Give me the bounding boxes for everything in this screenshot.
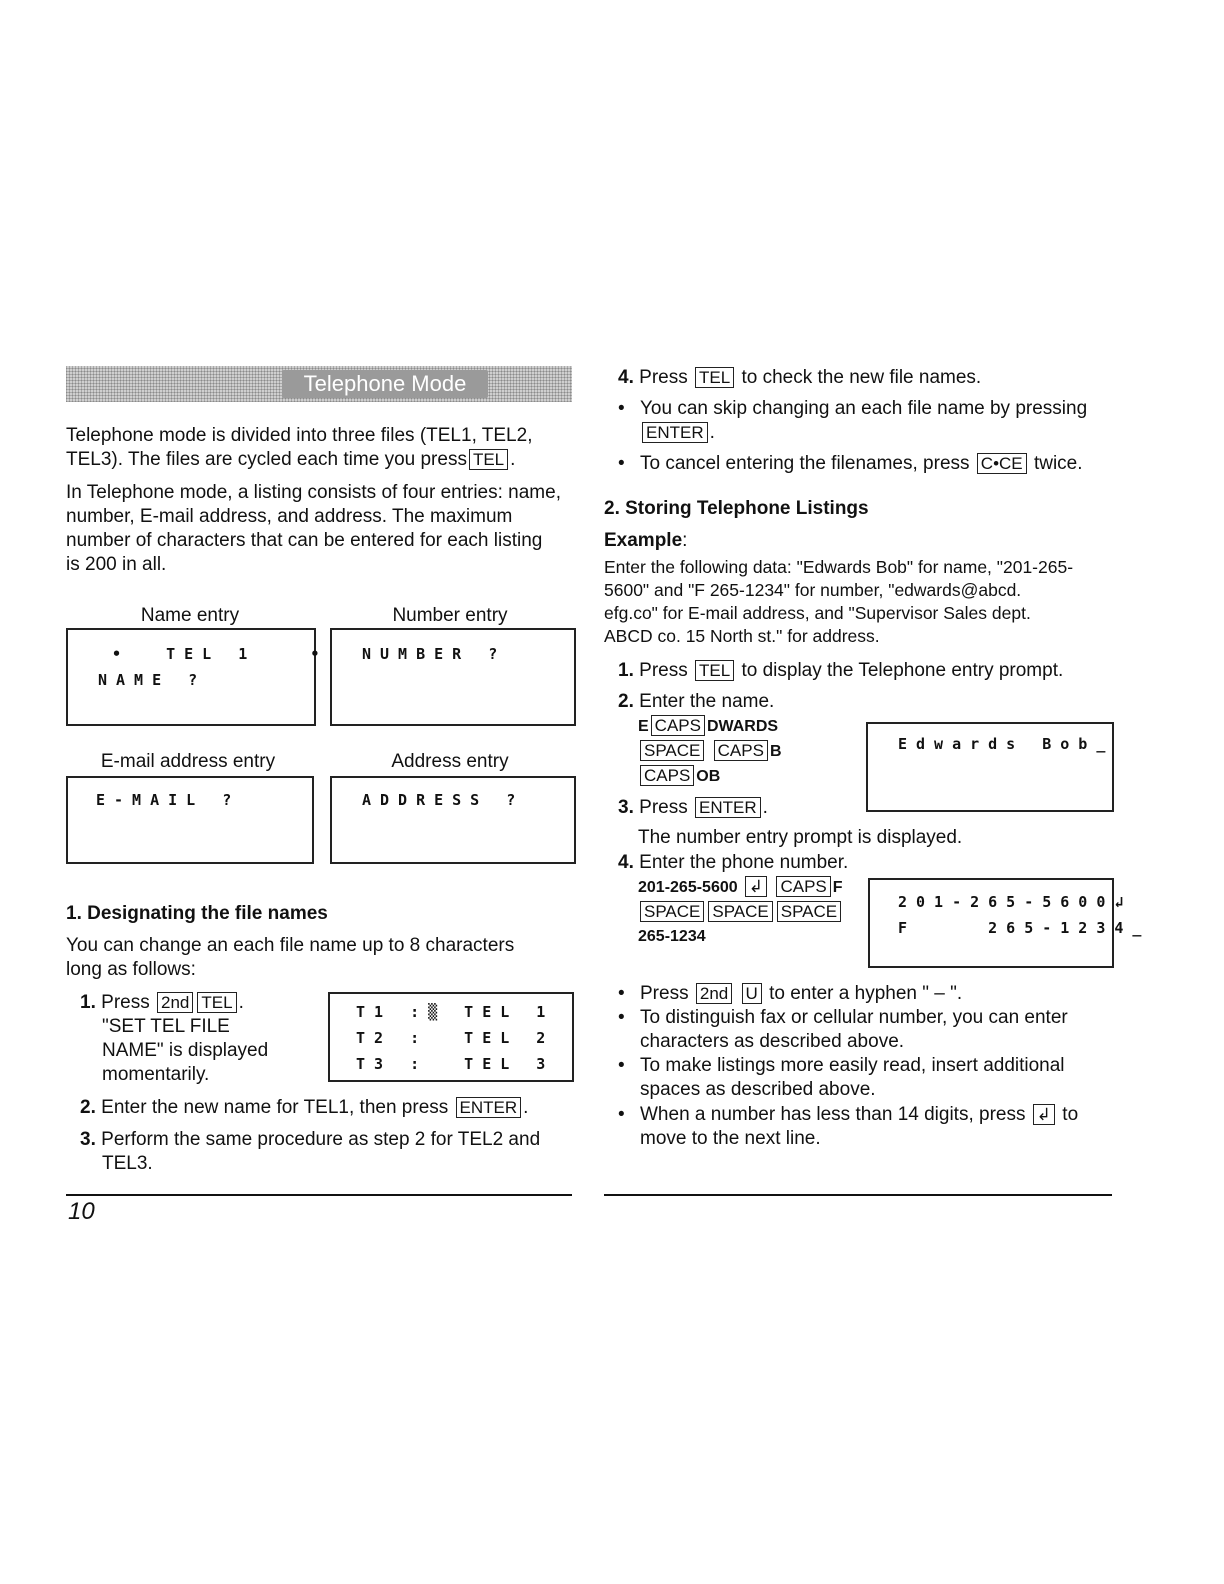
intro-line: number, E-mail address, and address. The maximum [66,506,513,527]
example-line: efg.co" for E-mail address, and "Supervisor Sales dept. [604,603,1031,623]
right-step-4 [618,366,1118,390]
bullet-text: To cancel entering the filenames, press [640,453,970,474]
email-entry-caption: E-mail address entry [100,751,276,772]
example-label [604,529,687,553]
step-number: 3. [618,797,634,818]
email-entry-display [66,776,314,864]
example-line: ABCD co. 15 North st." for address. [604,626,880,646]
step-text: . [523,1097,529,1118]
keystroke-text: 201-265-5600 [638,879,738,896]
intro-text: TEL3). The files are cycled each time you press [66,449,467,470]
tel-key: TEL [469,449,508,470]
bullet-line [640,1103,1120,1127]
step-line [618,714,858,739]
tel-key: TEL [695,367,734,388]
step-text: to display the Telephone entry prompt. [741,660,1064,681]
bullet-text: Press [640,983,689,1004]
section-2-heading: 2. Storing Telephone Listings [604,498,869,519]
bullet-text: twice. [1033,453,1083,474]
section-1-heading: 1. Designating the file names [66,903,328,924]
step-line [618,851,868,875]
file-names-display [328,992,574,1082]
step-text: Press [639,660,688,681]
enter-key: ENTER [695,797,761,818]
step-line: momentarily. [102,1064,210,1085]
step-line [618,739,858,764]
intro-line: Telephone mode is divided into three files (TEL1, TEL2, [66,425,533,446]
lcd-line: T1 :▒ TEL 1 [356,1003,555,1021]
step-line [618,796,1118,820]
u-key: U [742,983,762,1004]
phone-example-display [868,878,1151,968]
step-text: Enter the new name for TEL1, then press [101,1097,449,1118]
lcd-line: • TEL 1 • [112,645,329,663]
intro-line [66,448,576,472]
example-step-1 [618,659,1118,683]
name-entry-display [66,628,329,726]
step-number: 3. [80,1129,96,1150]
section-1-intro [66,934,576,982]
name-entry-caption: Name entry [140,605,240,626]
intro-paragraph-2 [66,481,576,577]
tel-key: TEL [197,992,236,1013]
caps-key: CAPS [640,765,694,786]
address-entry-display [330,776,576,864]
step-text: . [762,797,768,818]
lcd-line: T3 : TEL 3 [356,1055,555,1073]
intro-line: In Telephone mode, a listing consists of four entries: name, [66,482,561,503]
intro-paragraph-1 [66,424,576,472]
lcd-line: Edwards Bob_ [898,735,1115,753]
space-key: SPACE [708,901,772,922]
second-key: 2nd [696,983,732,1004]
example-line: Enter the following data: "Edwards Bob" for name, "201-265- [604,557,1074,577]
intro-line: You can change an each file name up to 8 characters [66,935,515,956]
space-key: SPACE [640,901,704,922]
right-bullet-skip [640,397,1120,445]
bullet-line: characters as described above. [640,1031,905,1052]
bullet-text: to enter a hyphen " – ". [769,983,963,1004]
example-paragraph [604,556,1124,648]
step-text: to check the new file names. [741,367,982,388]
example-label-text: Example [604,530,683,551]
example-line: 5600" and "F 265-1234" for number, "edwards@abcd. [604,580,1022,600]
lcd-line: NUMBER ? [362,645,507,663]
step-line [618,764,858,789]
step-text: Perform the same procedure as step 2 for TEL2 and [101,1129,541,1150]
lcd-line: T2 : TEL 2 [356,1029,555,1047]
tel-key: TEL [695,660,734,681]
right-bullet-cancel [640,452,1130,476]
section-1-step-3 [80,1128,580,1176]
note-hyphen [640,982,1120,1006]
intro-line: is 200 in all. [66,554,167,575]
step-number: 2. [80,1097,96,1118]
example-step-4 [618,851,868,949]
step-line [80,1128,580,1152]
example-step-3 [618,796,1118,850]
step-text: Press [639,797,688,818]
step-line: The number entry prompt is displayed. [638,827,963,848]
example-step-2 [618,690,858,789]
caps-key: CAPS [776,876,830,897]
intro-text: . [510,449,516,470]
keystroke-text: B [769,743,782,760]
step-number: 1. [80,992,96,1013]
keystroke-text: 265-1234 [638,928,706,945]
caps-key: CAPS [714,740,768,761]
right-footer-rule [604,1194,1112,1196]
step-number: 4. [618,852,634,873]
step-number: 1. [618,660,634,681]
bullet-line: • To make listings more easily read, insert additional [640,1055,1065,1076]
bullet-text: to [1062,1104,1079,1125]
step-text: Press [101,992,150,1013]
note-spaces [640,1054,1120,1102]
lcd-line: F 265-1234_ [898,919,1151,937]
number-entry-display [330,628,576,726]
step-line [618,900,868,924]
bullet-text: . [709,422,715,443]
bullet-line: • To distinguish fax or cellular number, you can enter [640,1007,1068,1028]
space-key: SPACE [640,740,704,761]
section-title: Telephone Mode [282,370,488,398]
enter-key: ENTER [456,1097,522,1118]
lcd-line: 201-265-5600↲ [898,893,1133,911]
lcd-line: E-MAIL ? [96,791,241,809]
space-key: SPACE [777,901,841,922]
intro-line: long as follows: [66,959,196,980]
lcd-line: NAME ? [98,671,207,689]
left-footer-rule [66,1194,572,1196]
step-text: Enter the name. [639,691,775,712]
caps-key: CAPS [651,715,705,736]
bullet-text: When a number has less than 14 digits, press [640,1104,1026,1125]
note-fax [640,1006,1120,1054]
page-number: 10 [68,1198,95,1225]
address-entry-caption: Address entry [391,751,509,772]
step-number: 4. [618,367,634,388]
keystroke-text: DWARDS [706,718,779,735]
step-text: Press [639,367,688,388]
step-line [618,875,868,900]
bullet-line: spaces as described above. [640,1079,876,1100]
second-key: 2nd [157,992,193,1013]
step-line [80,991,320,1015]
keystroke-text: E [638,718,649,735]
step-line: NAME" is displayed [102,1040,269,1061]
section-1-step-2 [80,1096,580,1120]
note-digits [640,1103,1120,1151]
return-key: ↲ [1033,1104,1055,1125]
step-text: Enter the phone number. [639,852,849,873]
section-1-step-1 [80,991,320,1087]
step-line: TEL3. [102,1153,153,1174]
cce-key: C•CE [977,453,1027,474]
step-line [618,924,868,949]
step-line [618,690,858,714]
keystroke-text: OB [696,768,721,785]
return-key: ↲ [745,876,767,897]
number-entry-caption: Number entry [392,605,508,626]
enter-key: ENTER [642,422,708,443]
lcd-line: ADDRESS ? [362,791,525,809]
example-colon: : [682,530,688,551]
keystroke-text: F [832,879,843,896]
bullet-line [640,421,1120,445]
bullet-line: • You can skip changing an each file name by pressing [640,398,1088,419]
intro-line: number of characters that can be entered for each listing [66,530,543,551]
step-text: . [238,992,244,1013]
section-banner [66,366,572,402]
step-line: "SET TEL FILE [102,1016,230,1037]
bullet-line: move to the next line. [640,1128,821,1149]
step-number: 2. [618,691,634,712]
